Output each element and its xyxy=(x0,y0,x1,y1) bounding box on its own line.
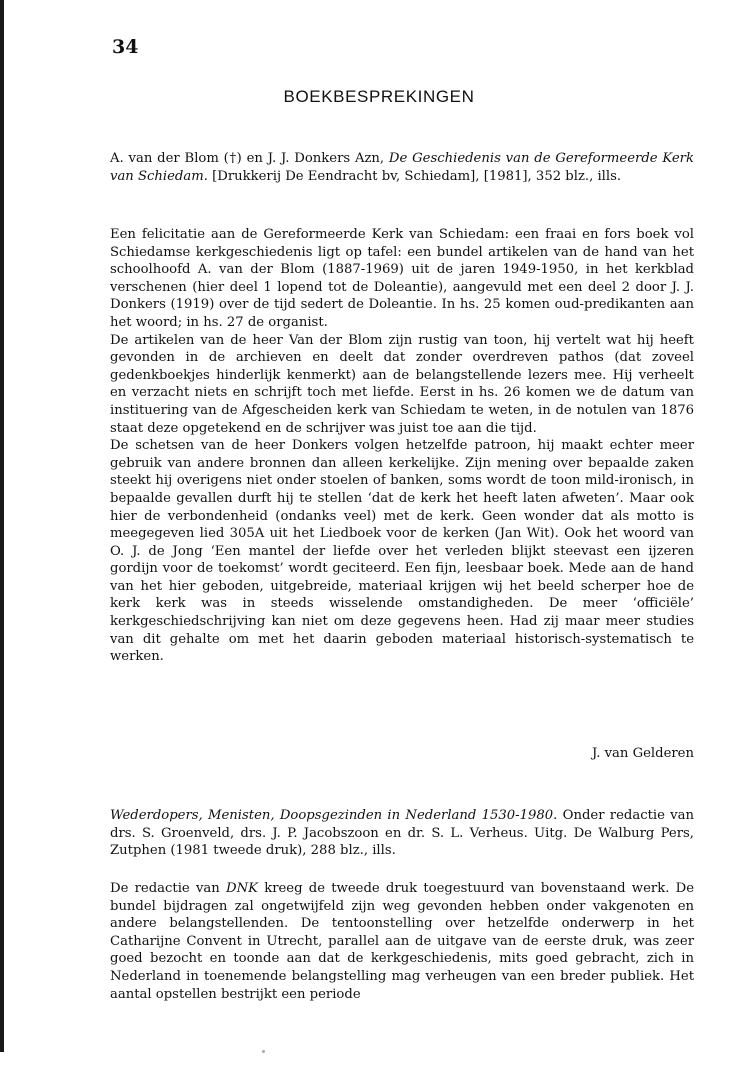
review1-book-title: De Geschiedenis van de Gereformeerde Kerk van Schiedam. xyxy=(110,151,694,184)
review1-paragraph-1: Een felicitatie aan de Gereformeerde Kerk van Schiedam: een fraai en fors boek vol Schiedamse kerkgeschiedenis ligt op tafel: een bundel artikelen van de hand van het schoolhoofd A. van der Blom (1887-1969) uit de jaren 1949-1950, in het kerkblad verschenen (hier deel 1 lopend tot de Doleantie), aangevuld met een deel 2 door J. J. Donkers (1919) over de tijd sedert de Doleantie. In hs. 25 komen oud-predikanten aan het woord; in hs. 27 de organist. xyxy=(110,227,694,330)
review2-body xyxy=(110,880,694,1003)
review1-publisher: [Drukkerij De Eendracht bv, Schiedam], [1981], 352 blz., ills. xyxy=(207,168,622,184)
page-number: 34 xyxy=(112,36,139,58)
scan-margin-edge xyxy=(0,0,4,1052)
review1-signature: J. van Gelderen xyxy=(591,746,694,761)
review1-reference xyxy=(110,150,694,185)
section-title: BOEKBESPREKINGEN xyxy=(283,87,475,106)
review2-reference xyxy=(110,807,694,860)
review2-editors-publisher: Onder redactie van drs. S. Groenveld, drs. J. P. Jacobszoon en dr. S. L. Verheus. Uitg. De Walburg Pers, Zutphen (1981 tweede druk), 288 blz., ills. xyxy=(110,808,694,859)
review1-paragraph-2: De artikelen van de heer Van der Blom zijn rustig van toon, hij vertelt wat hij heeft gevonden in de archieven en deelt dat zonder overdreven pathos (dat zoveel gedenkboekjes hinderlijk kenmerkt) aan de belangstellende lezers mee. Hij verheelt en verzacht niets en schrijft toch met liefde. Eerst in hs. 26 komen we de datum van instituering van de Afgescheiden kerk van Schiedam te weten, in de notulen van 1876 staat deze opgetekend en de schrijver was juist toe aan die tijd. xyxy=(110,332,694,436)
review1-authors: A. van der Blom (†) en J. J. Donkers Azn, xyxy=(110,151,389,166)
review2-book-title: Wederdopers, Menisten, Doopsgezinden in Nederland 1530-1980. xyxy=(110,808,558,823)
review2-journal-abbr: DNK xyxy=(226,881,258,896)
review1-paragraph-3: De schetsen van de heer Donkers volgen hetzelfde patroon, hij maakt echter meer gebruik van andere bronnen dan alleen kerkelijke. Zijn mening over bepaalde zaken steekt hij overigens niet onder stoelen of banken, soms wordt de toon mild-ironisch, in bepaalde gevallen durft hij te stellen ‘dat de kerk het heeft laten afweten’. Maar ook hier de verbondenheid (ondanks veel) met de kerk. Geen wonder dat als motto is meegegeven lied 305A uit het Liedboek voor de kerken (Jan Wit). Ook het woord van O. J. de Jong ‘Een mantel der liefde over het verleden blijkt steevast een ijzeren gordijn voor de toekomst’ wordt geciteerd. Een fijn, leesbaar boek. Mede aan de hand van het hier geboden, uitgebreide, materiaal krijgen wij het beeld scherper hoe de kerk kerk was in steeds wisselende omstandigheden. De meer ‘officiële’ kerkgeschiedschrijving kan niet om deze gegevens heen. Had zij maar meer studies van dit gehalte om met het daarin geboden materiaal historisch-systematisch te werken. xyxy=(110,438,694,665)
review2-text-a: De redactie van xyxy=(110,881,226,896)
review1-body xyxy=(110,226,694,666)
scan-speck xyxy=(262,1050,265,1053)
review2-text-b: kreeg de tweede druk toegestuurd van bovenstaand werk. De bundel bijdragen zal ongetwijfeld zijn weg gevonden hebben onder vakgenoten en andere belangstellenden. De tentoonstelling over hetzelfde onderwerp in het Catharijne Convent in Utrecht, parallel aan de uitgave van de eerste druk, was zeer goed bezocht en toonde aan dat de kerkgeschiedenis, mits goed gebracht, zich in Nederland in toenemende belangstelling mag verheugen van een breder publiek. Het aantal opstellen bestrijkt een periode xyxy=(110,881,694,1002)
review2-paragraph-1 xyxy=(110,880,694,1003)
